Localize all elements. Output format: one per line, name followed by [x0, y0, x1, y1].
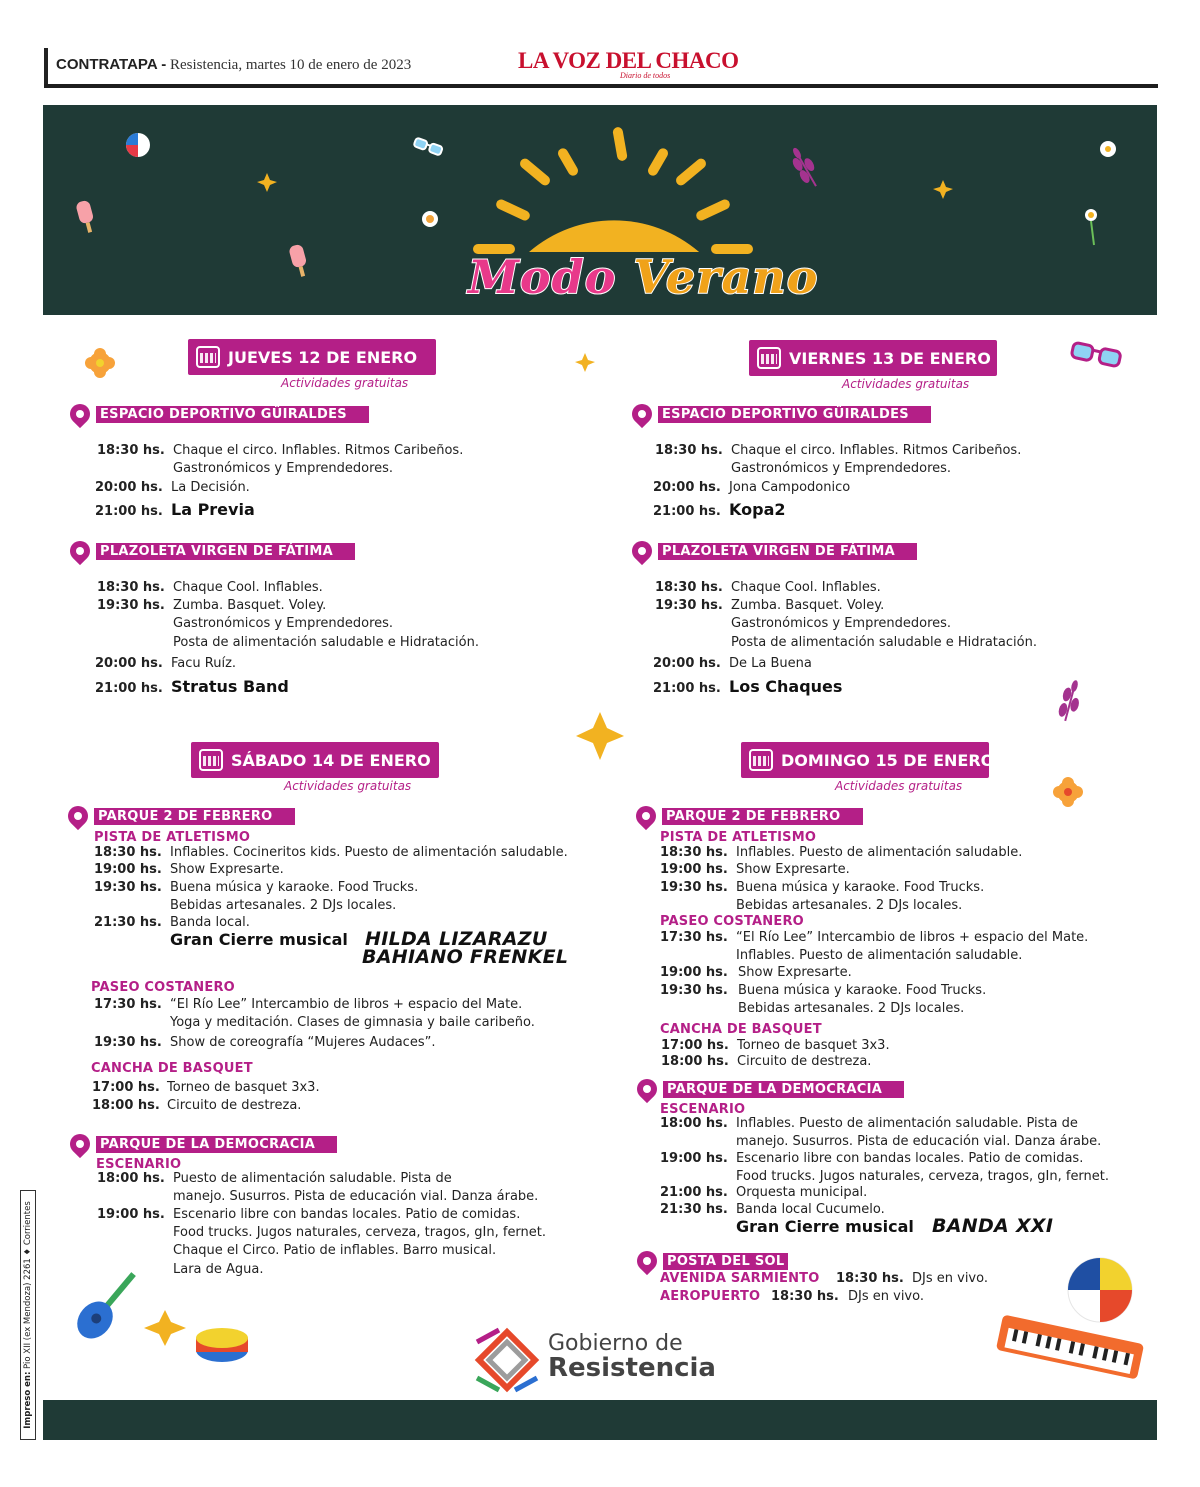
row-text: Chaque el Circo. Patio de inflables. Barro musical.	[173, 1243, 497, 1258]
headliner: Los Chaques	[729, 677, 843, 696]
row-text: La Decisión.	[171, 480, 250, 495]
day-title: VIERNES 13 DE ENERO	[789, 348, 991, 368]
row-text: Show de coreografía “Mujeres Audaces”.	[170, 1035, 436, 1050]
row-time: 19:00 hs.	[660, 965, 728, 980]
day-title: JUEVES 12 DE ENERO	[228, 347, 418, 367]
day-badge-sunday	[741, 742, 995, 778]
row-text: Inflables. Cocineritos kids. Puesto de alimentación saludable.	[170, 845, 568, 860]
drum-icon	[196, 1328, 248, 1362]
row-time: 19:30 hs.	[660, 880, 728, 895]
row-text: Gastronómicos y Emprendedores.	[173, 616, 394, 631]
row-text: Facu Ruíz.	[171, 656, 237, 671]
day-subtitle: Actividades gratuitas	[835, 779, 963, 793]
sub-venue: PISTA DE ATLETISMO	[660, 830, 817, 845]
calendar-icon	[199, 749, 223, 771]
day-badge-friday	[749, 340, 997, 376]
row-text: Chaque Cool. Inflables.	[173, 580, 323, 595]
row-time: 19:30 hs.	[655, 598, 723, 613]
row-time: 17:00 hs.	[661, 1038, 729, 1053]
row-time: 21:00 hs.	[660, 1185, 728, 1200]
newspaper-logo[interactable]: LA VOZ DEL CHACO	[518, 48, 739, 73]
sub-venue: PISTA DE ATLETISMO	[94, 830, 251, 845]
venue-fri-2	[632, 542, 917, 560]
row-text: Zumba. Basquet. Voley.	[173, 598, 327, 613]
row-time: 19:00 hs.	[660, 1151, 728, 1166]
row-text: Circuito de destreza.	[737, 1054, 872, 1069]
row-time: 18:30 hs.	[771, 1289, 839, 1304]
row-text: Circuito de destreza.	[167, 1098, 302, 1113]
row-text: DJs en vivo.	[848, 1289, 924, 1304]
row-text: Zumba. Basquet. Voley.	[731, 598, 885, 613]
row-text: Jona Campodonico	[729, 480, 851, 495]
row-text: Gastronómicos y Emprendedores.	[731, 461, 952, 476]
row-time: 21:00 hs.	[653, 681, 721, 696]
row-time: 19:30 hs.	[94, 1035, 162, 1050]
row-text: Puesto de alimentación saludable. Pista de	[173, 1171, 452, 1186]
row-text: Buena música y karaoke. Food Trucks.	[170, 880, 419, 895]
row-text: DJs en vivo.	[912, 1271, 988, 1286]
row-text: Inflables. Puesto de alimentación saludable.	[736, 948, 1023, 963]
venue-fri-1	[632, 405, 931, 423]
flower-icon	[1053, 777, 1083, 807]
row-text: manejo. Susurros. Pista de educación vial. Danza árabe.	[173, 1189, 539, 1204]
row-text: Bebidas artesanales. 2 DJs locales.	[738, 1001, 965, 1016]
closing-act: HILDA LIZARAZU	[365, 928, 548, 950]
sub-venue: ESCENARIO	[96, 1157, 182, 1172]
sub-venue: CANCHA DE BASQUET	[91, 1061, 253, 1076]
venue-label: POSTA DEL SOL	[663, 1253, 788, 1270]
headliner: Stratus Band	[171, 677, 289, 696]
row-time: 19:30 hs.	[660, 983, 728, 998]
row-text: De La Buena	[729, 656, 812, 671]
row-text: Food trucks. Jugos naturales, cerveza, tragos, gIn, fernet.	[173, 1225, 547, 1240]
venue-label: PARQUE DE LA DEMOCRACIA	[663, 1081, 904, 1098]
row-text: Inflables. Puesto de alimentación saludable.	[736, 845, 1023, 860]
row-time: 20:00 hs.	[653, 480, 721, 495]
row-time: 17:00 hs.	[92, 1080, 160, 1095]
calendar-icon	[196, 346, 220, 368]
row-time: 18:00 hs.	[97, 1171, 165, 1186]
row-text: Show Expresarte.	[738, 965, 852, 980]
row-text: Orquesta municipal.	[736, 1185, 868, 1200]
sub-venue: CANCHA DE BASQUET	[660, 1022, 822, 1037]
footer-bar	[43, 1400, 1157, 1440]
row-text: Food trucks. Jugos naturales, cerveza, tragos, gIn, fernet.	[736, 1169, 1110, 1184]
section-label: CONTRATAPA -	[56, 56, 167, 73]
posta-place: AVENIDA SARMIENTO	[660, 1271, 820, 1286]
venue-label: PLAZOLETA VIRGEN DE FÁTIMA	[96, 543, 355, 560]
row-text: Show Expresarte.	[736, 862, 850, 877]
sub-venue: PASEO COSTANERO	[660, 914, 804, 929]
day-title: SÁBADO 14 DE ENERO	[231, 750, 431, 770]
row-text: Inflables. Puesto de alimentación saludable. Pista de	[736, 1116, 1078, 1131]
printed-text	[21, 1191, 35, 1439]
venue-label: PLAZOLETA VIRGEN DE FÁTIMA	[658, 543, 917, 560]
calendar-icon	[749, 749, 773, 771]
row-time: 18:30 hs.	[655, 443, 723, 458]
printed-address: Pio XII (ex Mendoza) 2261 ♦ Corrientes	[23, 1201, 33, 1369]
row-time: 21:00 hs.	[95, 504, 163, 519]
venue-sat-1	[68, 807, 295, 825]
posta-place: AEROPUERTO	[660, 1289, 761, 1304]
row-text: “El Río Lee” Intercambio de libros + espacio del Mate.	[170, 997, 523, 1012]
printed-label: Impreso en:	[23, 1371, 33, 1429]
closing-label: Gran Cierre musical	[170, 930, 348, 949]
row-time: 19:00 hs.	[94, 862, 162, 877]
row-text: Bebidas artesanales. 2 DJs locales.	[170, 898, 397, 913]
venue-label: ESPACIO DEPORTIVO GÜIRALDES	[658, 406, 931, 423]
row-time: 18:30 hs.	[97, 580, 165, 595]
row-time: 21:00 hs.	[653, 504, 721, 519]
closing-label: Gran Cierre musical	[736, 1217, 914, 1236]
row-time: 18:30 hs.	[660, 845, 728, 860]
row-text: Posta de alimentación saludable e Hidratación.	[731, 635, 1037, 650]
row-time: 18:00 hs.	[660, 1116, 728, 1131]
closing-act: BAHIANO FRENKEL	[362, 946, 569, 968]
venue-thu-1	[70, 405, 369, 423]
row-text: “El Río Lee” Intercambio de libros + espacio del Mate.	[736, 930, 1089, 945]
flower-icon	[85, 348, 115, 378]
sunglasses-icon	[1071, 342, 1121, 367]
row-time: 18:00 hs.	[92, 1098, 160, 1113]
sub-venue: ESCENARIO	[660, 1102, 746, 1117]
sub-venue: PASEO COSTANERO	[91, 980, 235, 995]
gobierno-logo-icon	[477, 1330, 537, 1390]
row-time: 21:30 hs.	[660, 1202, 728, 1217]
day-subtitle: Actividades gratuitas	[284, 779, 412, 793]
venue-label: PARQUE 2 DE FEBRERO	[94, 808, 295, 825]
closing-act: BANDA XXI	[932, 1215, 1054, 1237]
dateline: Resistencia, martes 10 de enero de 2023	[170, 57, 412, 73]
calendar-icon	[757, 347, 781, 369]
gobierno-title: Gobierno de	[548, 1331, 683, 1356]
row-text: Torneo de basquet 3x3.	[167, 1080, 320, 1095]
row-text: manejo. Susurros. Pista de educación vial. Danza árabe.	[736, 1134, 1102, 1149]
banner-title-word1: Modo	[468, 250, 617, 304]
leaf-icon	[1057, 678, 1085, 723]
gobierno-city: Resistencia	[548, 1353, 716, 1383]
row-text: Escenario libre con bandas locales. Patio de comidas.	[736, 1151, 1084, 1166]
row-time: 19:00 hs.	[660, 862, 728, 877]
day-title: DOMINGO 15 DE ENERO	[781, 750, 995, 770]
row-text: Banda local Cucumelo.	[736, 1202, 885, 1217]
row-text: Yoga y meditación. Clases de gimnasia y baile caribeño.	[170, 1015, 535, 1030]
row-text: Chaque el circo. Inflables. Ritmos Caribeños.	[731, 443, 1022, 458]
venue-sun-3	[637, 1252, 788, 1270]
row-time: 18:30 hs.	[836, 1271, 904, 1286]
row-time: 19:30 hs.	[97, 598, 165, 613]
beach-ball-icon	[1068, 1258, 1132, 1322]
venue-label: PARQUE DE LA DEMOCRACIA	[96, 1136, 337, 1153]
venue-sun-2	[637, 1080, 904, 1098]
headliner: Kopa2	[729, 500, 786, 519]
row-time: 20:00 hs.	[95, 656, 163, 671]
row-time: 19:30 hs.	[94, 880, 162, 895]
logo-tagline: Diario de todos	[620, 71, 671, 80]
day-subtitle: Actividades gratuitas	[842, 377, 970, 391]
row-text: Escenario libre con bandas locales. Patio de comidas.	[173, 1207, 521, 1222]
printed-notice	[20, 1190, 36, 1440]
day-badge-thursday	[188, 339, 436, 375]
row-time: 18:30 hs.	[97, 443, 165, 458]
row-time: 18:30 hs.	[94, 845, 162, 860]
row-text: Banda local.	[170, 915, 250, 930]
row-time: 21:00 hs.	[95, 681, 163, 696]
row-time: 17:30 hs.	[94, 997, 162, 1012]
row-text: Show Expresarte.	[170, 862, 284, 877]
day-badge-saturday	[191, 742, 439, 778]
row-time: 20:00 hs.	[653, 656, 721, 671]
venue-label: PARQUE 2 DE FEBRERO	[662, 808, 863, 825]
row-time: 21:30 hs.	[94, 915, 162, 930]
row-time: 20:00 hs.	[95, 480, 163, 495]
banner-title-word2: Verano	[633, 250, 819, 304]
row-text: Lara de Agua.	[173, 1262, 264, 1277]
row-text: Posta de alimentación saludable e Hidratación.	[173, 635, 479, 650]
day-subtitle: Actividades gratuitas	[281, 376, 409, 390]
row-time: 19:00 hs.	[97, 1207, 165, 1222]
row-time: 18:30 hs.	[655, 580, 723, 595]
row-text: Bebidas artesanales. 2 DJs locales.	[736, 898, 963, 913]
row-text: Torneo de basquet 3x3.	[737, 1038, 890, 1053]
row-text: Buena música y karaoke. Food Trucks.	[736, 880, 985, 895]
row-time: 18:00 hs.	[661, 1054, 729, 1069]
row-text: Gastronómicos y Emprendedores.	[731, 616, 952, 631]
guitar-icon	[70, 1264, 146, 1346]
venue-label: ESPACIO DEPORTIVO GÜIRALDES	[96, 406, 369, 423]
row-text: Chaque Cool. Inflables.	[731, 580, 881, 595]
row-time: 17:30 hs.	[660, 930, 728, 945]
row-text: Gastronómicos y Emprendedores.	[173, 461, 394, 476]
headliner: La Previa	[171, 500, 255, 519]
venue-sat-2	[70, 1135, 337, 1153]
row-text: Chaque el circo. Inflables. Ritmos Caribeños.	[173, 443, 464, 458]
venue-thu-2	[70, 542, 355, 560]
keyboard-icon	[996, 1314, 1144, 1379]
venue-sun-1	[636, 807, 863, 825]
row-text: Buena música y karaoke. Food Trucks.	[738, 983, 987, 998]
